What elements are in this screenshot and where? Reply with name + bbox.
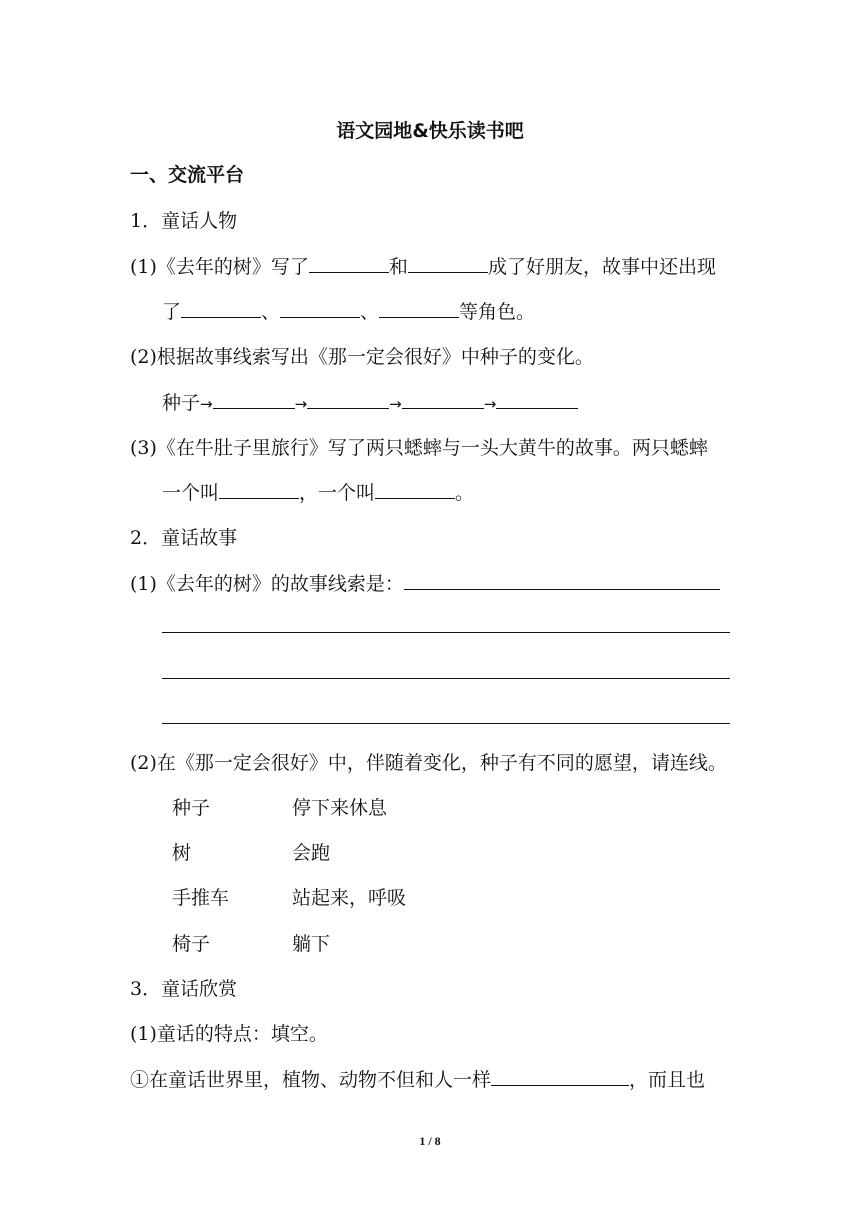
question-1-1-cont: 了 、 、 等角色。	[162, 301, 536, 323]
arrow-icon: →	[483, 395, 497, 413]
blank[interactable]	[404, 571, 720, 590]
question-1-1: (1)《去年的树》写了 和 成了好朋友，故事中还出现	[130, 256, 716, 278]
blank[interactable]	[491, 1067, 629, 1086]
arrow-icon: →	[389, 395, 402, 413]
blank[interactable]	[307, 390, 389, 409]
question-3-1: (1)童话的特点：填空。	[130, 1023, 328, 1045]
blank[interactable]	[402, 390, 484, 409]
question-2-1: (1)《去年的树》的故事线索是：	[130, 569, 720, 596]
question-1-3-cont: 一个叫 ，一个叫 。	[162, 482, 475, 504]
answer-line[interactable]	[162, 632, 730, 633]
blank[interactable]	[375, 480, 455, 499]
blank[interactable]	[309, 254, 389, 273]
arrow-icon: →	[200, 395, 213, 413]
blank[interactable]	[181, 299, 261, 318]
question-2-2: (2)在《那一定会很好》中，伴随着变化，种子有不同的愿望，请连线。	[130, 752, 727, 774]
subheading-fairy-characters: 1．童话人物	[130, 210, 238, 232]
answer-line[interactable]	[162, 678, 730, 679]
blank[interactable]	[280, 299, 360, 318]
seed-sequence: 种子→ → → →	[162, 388, 578, 415]
blank[interactable]	[408, 254, 488, 273]
question-1-3: (3)《在牛肚子里旅行》写了两只蟋蟀与一头大黄牛的故事。两只蟋蟀	[130, 437, 708, 459]
blank[interactable]	[213, 390, 295, 409]
blank[interactable]	[496, 390, 578, 409]
question-1-2: (2)根据故事线索写出《那一定会很好》中种子的变化。	[130, 346, 594, 368]
subheading-fairy-appreciation: 3．童话欣赏	[130, 978, 238, 1000]
answer-line[interactable]	[162, 723, 730, 724]
question-3-1-item-1: ①在童话世界里，植物、动物不但和人一样 ，而且也	[130, 1069, 706, 1091]
arrow-icon: →	[294, 395, 308, 413]
page-number: 1 / 8	[419, 1134, 441, 1148]
page-title: 语文园地&快乐读书吧	[336, 120, 524, 142]
blank[interactable]	[219, 480, 299, 499]
section-heading-1: 一、交流平台	[130, 164, 245, 186]
blank[interactable]	[379, 299, 459, 318]
subheading-fairy-stories: 2．童话故事	[130, 527, 238, 549]
